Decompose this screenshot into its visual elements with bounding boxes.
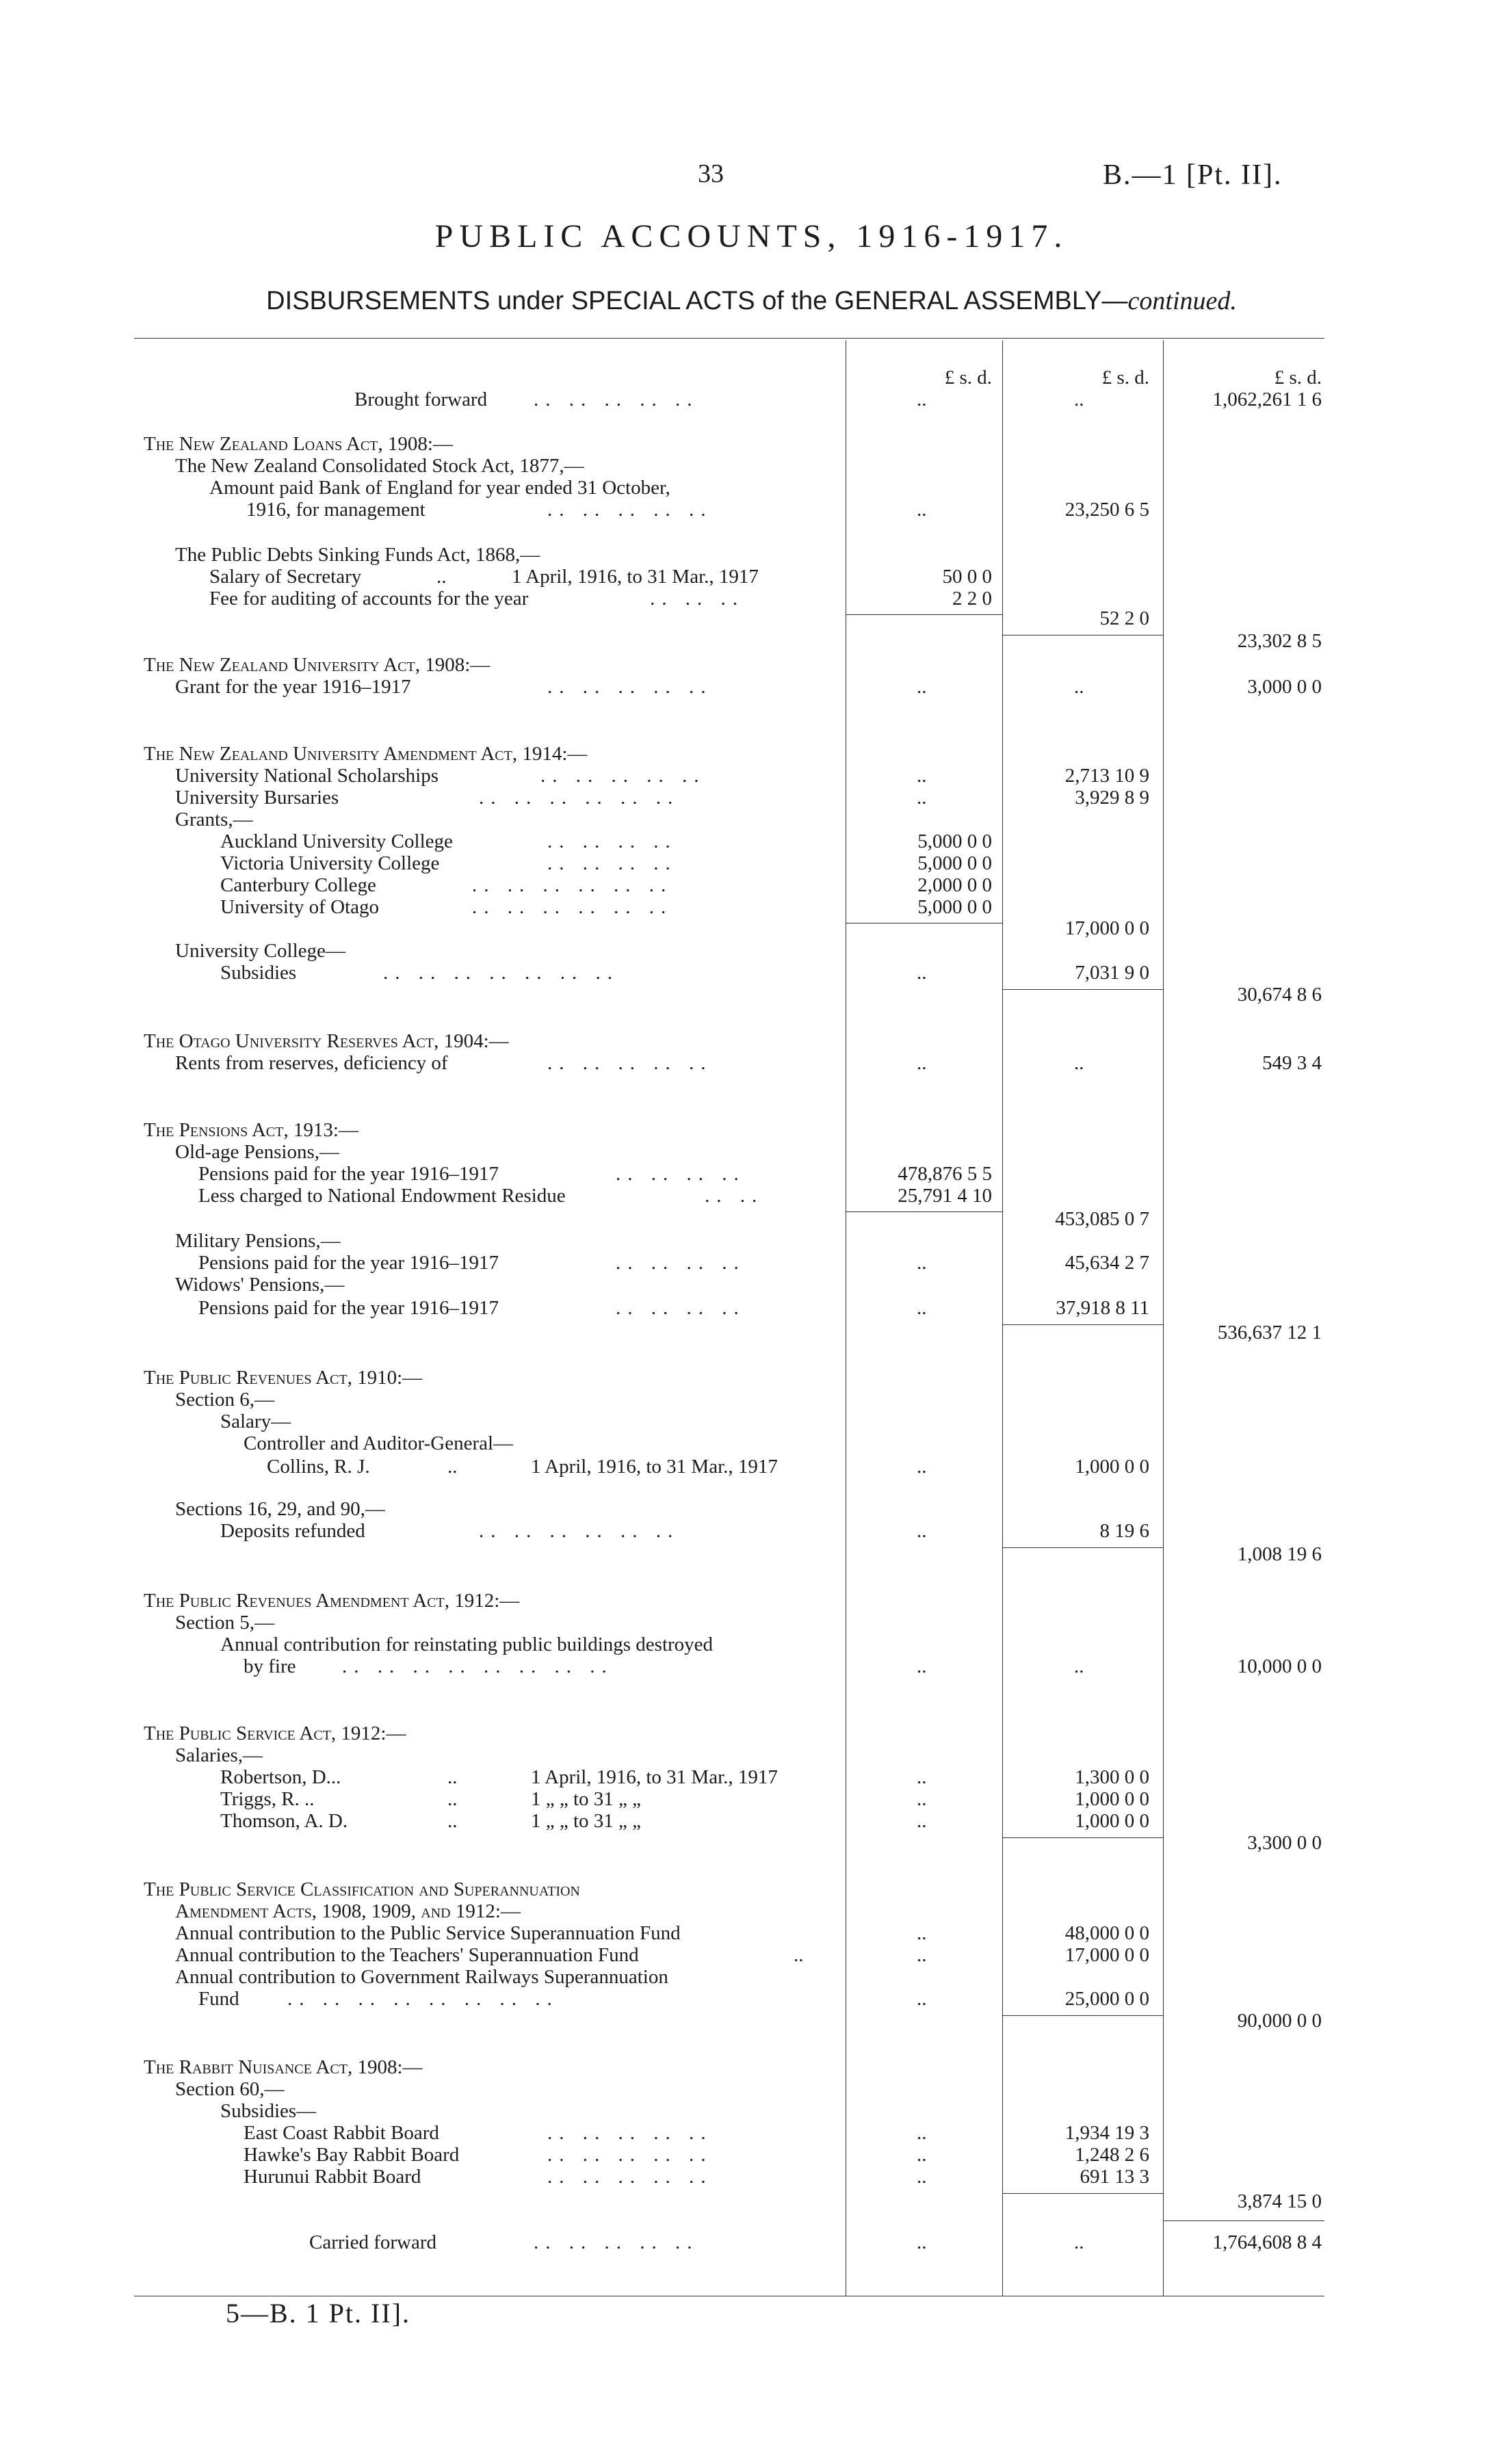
item-col2: 1,000 0 0 <box>1075 1810 1149 1832</box>
item-label: Robertson, D... <box>220 1766 341 1788</box>
item-col2: .. <box>1074 1052 1084 1074</box>
leader-dots: .. <box>447 1766 458 1788</box>
subsection-heading: The New Zealand Consolidated Stock Act, 1877,— <box>175 455 584 477</box>
item-label: Rents from reserves, deficiency of <box>175 1052 448 1074</box>
leader-dots: .. .. .. .. <box>547 852 677 874</box>
item-label: Annual contribution for reinstating public buildings destroyed <box>220 1634 714 1655</box>
item-col2: 691 13 3 <box>1080 2166 1149 2188</box>
subsection-heading: University College— <box>175 940 345 962</box>
item-col1: 2,000 0 0 <box>917 874 992 896</box>
section-heading: The Public Service Classification and Superannuation <box>144 1878 580 1900</box>
subsection-heading: Section 5,— <box>175 1612 274 1634</box>
item-col2: 1,000 0 0 <box>1075 1456 1149 1478</box>
subtotal-col2: 453,085 0 7 <box>1055 1208 1149 1230</box>
subsection-heading: Salaries,— <box>175 1744 263 1766</box>
item-col2: 1,934 19 3 <box>1064 2122 1149 2144</box>
item-col1: 25,791 4 10 <box>898 1185 992 1207</box>
item-col1: .. <box>917 1520 927 1542</box>
subtitle-main: DISBURSEMENTS under SPECIAL ACTS of the GENERAL ASSEMBLY— <box>266 287 1128 315</box>
carried-forward-total: 1,764,608 8 4 <box>1212 2231 1322 2253</box>
brought-forward-label: Brought forward <box>354 389 488 410</box>
item-label: 1916, for management <box>246 499 426 521</box>
subsection-heading: Section 6,— <box>175 1389 274 1411</box>
leader-dots: .. .. .. .. .. <box>547 2144 713 2166</box>
subsection-heading: Widows' Pensions,— <box>175 1274 345 1296</box>
item-col1: .. <box>917 499 927 521</box>
item-col1: 2 2 0 <box>952 588 992 610</box>
section-total: 3,874 15 0 <box>1237 2190 1322 2212</box>
leader-dots: .. .. .. .. .. .. <box>472 896 673 918</box>
subsection-heading: Old-age Pensions,— <box>175 1141 340 1163</box>
item-col1: .. <box>917 1788 927 1810</box>
item-col1: .. <box>917 1944 927 1966</box>
period-label: 1 „ „ to 31 „ „ <box>531 1810 642 1832</box>
subsection-heading: Military Pensions,— <box>175 1230 341 1252</box>
subtotal-rule <box>1002 1324 1163 1325</box>
period-label: 1 April, 1916, to 31 Mar., 1917 <box>512 566 759 588</box>
section-total: 30,674 8 6 <box>1237 984 1322 1006</box>
section-heading: The Pensions Act, 1913:— <box>144 1119 358 1141</box>
item-col1: 478,876 5 5 <box>898 1163 992 1185</box>
subtotal-rule <box>846 614 1002 615</box>
leader-dots: .. .. .. .. .. <box>547 2166 713 2188</box>
item-label: Canterbury College <box>220 874 376 896</box>
item-label: University Bursaries <box>175 787 339 809</box>
page-signature: 5—B. 1 Pt. II]. <box>226 2298 410 2329</box>
carried-forward-label: Carried forward <box>309 2231 436 2253</box>
subtotal-col2: 17,000 0 0 <box>1064 917 1149 939</box>
table-top-rule <box>134 338 1324 339</box>
leader-dots: .. .. .. .. .. <box>547 676 713 698</box>
item-col2: 1,248 2 6 <box>1075 2144 1149 2166</box>
item-col1: .. <box>917 765 927 787</box>
column-rule-3 <box>1163 341 1164 2296</box>
subtotal-rule <box>846 1211 1002 1212</box>
section-total: 3,300 0 0 <box>1247 1832 1322 1854</box>
item-col2: 48,000 0 0 <box>1064 1922 1149 1944</box>
item-col1: .. <box>917 2122 927 2144</box>
item-label: Subsidies <box>220 962 297 984</box>
item-label: Grant for the year 1916–1917 <box>175 676 411 698</box>
section-heading: The Public Revenues Amendment Act, 1912:— <box>144 1590 520 1612</box>
page-number: 33 <box>698 159 724 188</box>
item-label: Thomson, A. D. <box>220 1810 348 1832</box>
item-label: Annual contribution to Government Railways Superannuation <box>175 1966 668 1988</box>
brought-forward-col2: .. <box>1074 389 1084 410</box>
leader-dots: .. .. .. .. .. <box>534 2231 699 2253</box>
leader-dots: .. <box>447 1810 458 1832</box>
item-label: Hurunui Rabbit Board <box>244 2166 421 2188</box>
item-col2: 2,713 10 9 <box>1064 765 1149 787</box>
item-label: Triggs, R. .. <box>220 1788 315 1810</box>
item-col1: 5,000 0 0 <box>917 896 992 918</box>
leader-dots: .. .. .. .. .. <box>547 1052 713 1074</box>
subsection-heading: Grants,— <box>175 809 253 830</box>
item-col1: 5,000 0 0 <box>917 852 992 874</box>
item-col1: .. <box>917 1922 927 1944</box>
item-col2: 3,929 8 9 <box>1075 787 1149 809</box>
subsection-heading: Section 60,— <box>175 2078 285 2100</box>
item-label: East Coast Rabbit Board <box>244 2122 439 2144</box>
leader-dots: .. <box>794 1944 804 1966</box>
subtotal-col2: 52 2 0 <box>1099 607 1149 629</box>
item-col1: .. <box>917 962 927 984</box>
item-col2: 25,000 0 0 <box>1064 1988 1149 2010</box>
item-col1: 50 0 0 <box>942 566 992 588</box>
period-label: 1 April, 1916, to 31 Mar., 1917 <box>531 1456 778 1478</box>
section-heading: Amendment Acts, 1908, 1909, and 1912:— <box>175 1900 521 1922</box>
report-reference: B.—1 [Pt. II]. <box>1103 159 1283 191</box>
item-col2: 8 19 6 <box>1099 1520 1149 1542</box>
item-col1: 5,000 0 0 <box>917 830 992 852</box>
leader-dots: .. .. .. .. .. .. <box>472 874 673 896</box>
section-total: 1,008 19 6 <box>1237 1543 1322 1565</box>
subsection-heading: Salary— <box>220 1411 291 1432</box>
item-label: Hawke's Bay Rabbit Board <box>244 2144 460 2166</box>
column-header-2: £ s. d. <box>1101 367 1149 389</box>
carried-forward-col1: .. <box>917 2231 927 2253</box>
column-header-1: £ s. d. <box>944 367 992 389</box>
section-heading: The Rabbit Nuisance Act, 1908:— <box>144 2056 423 2078</box>
item-label: Fund <box>198 1988 239 2010</box>
item-label: Fee for auditing of accounts for the year <box>209 588 529 610</box>
item-label: Deposits refunded <box>220 1520 365 1542</box>
item-col2: 1,300 0 0 <box>1075 1766 1149 1788</box>
subtotal-rule <box>1002 1837 1163 1838</box>
subtotal-rule <box>1002 2015 1163 2016</box>
section-total: 23,302 8 5 <box>1237 630 1322 652</box>
leader-dots: .. .. .. .. .. .. .. .. <box>287 1988 559 2010</box>
subtitle-continued: continued. <box>1127 287 1237 315</box>
section-heading: The Otago University Reserves Act, 1904:— <box>144 1030 509 1052</box>
item-col1: .. <box>917 2144 927 2166</box>
page-title: PUBLIC ACCOUNTS, 1916-1917. <box>434 218 1069 254</box>
item-label: Salary of Secretary <box>209 566 362 588</box>
section-total: 10,000 0 0 <box>1237 1655 1322 1677</box>
leader-dots: .. .. .. .. .. <box>547 2122 713 2144</box>
brought-forward-col1: .. <box>917 389 927 410</box>
section-heading: The Public Revenues Act, 1910:— <box>144 1367 423 1389</box>
leader-dots: .. .. .. .. <box>616 1163 746 1185</box>
item-label: Victoria University College <box>220 852 440 874</box>
item-col1: .. <box>917 1252 927 1274</box>
item-col2: .. <box>1074 1655 1084 1677</box>
column-header-3: £ s. d. <box>1274 367 1322 389</box>
period-label: 1 „ „ to 31 „ „ <box>531 1788 642 1810</box>
leader-dots: .. .. .. .. <box>616 1252 746 1274</box>
item-col2: 17,000 0 0 <box>1064 1944 1149 1966</box>
section-total: 3,000 0 0 <box>1247 676 1322 698</box>
leader-dots: .. .. .. .. .. .. <box>479 1520 680 1542</box>
carried-forward-col2: .. <box>1074 2231 1084 2253</box>
item-col2: 7,031 9 0 <box>1075 962 1149 984</box>
item-col1: .. <box>917 1810 927 1832</box>
leader-dots: .. .. .. .. <box>616 1297 746 1319</box>
item-label: Pensions paid for the year 1916–1917 <box>198 1297 499 1319</box>
subsection-heading: Sections 16, 29, and 90,— <box>175 1498 385 1520</box>
item-col2: 45,634 2 7 <box>1064 1252 1149 1274</box>
item-label: Annual contribution to the Teachers' Superannuation Fund <box>175 1944 639 1966</box>
item-col1: .. <box>917 1766 927 1788</box>
leader-dots: .. .. .. .. .. .. .. <box>383 962 619 984</box>
leader-dots: .. <box>436 566 447 588</box>
subsection-heading: Controller and Auditor-General— <box>244 1432 514 1454</box>
leader-dots: .. .. .. .. .. <box>534 389 699 410</box>
item-col1: .. <box>917 1988 927 2010</box>
section-total: 549 3 4 <box>1262 1052 1322 1074</box>
leader-dots: .. .. .. .. .. <box>540 765 706 787</box>
subsection-heading: Subsidies— <box>220 2100 317 2122</box>
item-col2: 37,918 8 11 <box>1056 1297 1149 1319</box>
leader-dots: .. .. .. .. <box>547 830 677 852</box>
item-col1: .. <box>917 1297 927 1319</box>
item-col2: 23,250 6 5 <box>1064 499 1149 521</box>
item-label: University of Otago <box>220 896 379 918</box>
subtotal-rule <box>1002 989 1163 990</box>
section-heading: The New Zealand University Act, 1908:— <box>144 654 491 676</box>
item-col1: .. <box>917 676 927 698</box>
period-label: 1 April, 1916, to 31 Mar., 1917 <box>531 1766 778 1788</box>
page-subtitle <box>0 286 1503 316</box>
section-heading: The Public Service Act, 1912:— <box>144 1722 406 1744</box>
section-heading: The New Zealand Loans Act, 1908:— <box>144 433 453 455</box>
item-label: Pensions paid for the year 1916–1917 <box>198 1163 499 1185</box>
item-col2: 1,000 0 0 <box>1075 1788 1149 1810</box>
item-label: Annual contribution to the Public Service Superannuation Fund <box>175 1922 681 1944</box>
subtotal-rule <box>1002 1547 1163 1548</box>
leader-dots: .. <box>447 1456 458 1478</box>
leader-dots: .. <box>447 1788 458 1810</box>
brought-forward-total: 1,062,261 1 6 <box>1212 389 1322 410</box>
item-col1: .. <box>917 2166 927 2188</box>
section-total: 536,637 12 1 <box>1217 1322 1322 1344</box>
leader-dots: .. .. <box>705 1185 764 1207</box>
total-rule <box>1163 2220 1324 2221</box>
item-label: Less charged to National Endowment Residue <box>198 1185 566 1207</box>
item-label: Pensions paid for the year 1916–1917 <box>198 1252 499 1274</box>
item-col1: .. <box>917 1655 927 1677</box>
item-col1: .. <box>917 1052 927 1074</box>
item-label: Collins, R. J. <box>267 1456 370 1478</box>
leader-dots: .. .. .. .. .. <box>547 499 713 521</box>
subtotal-rule <box>1002 2193 1163 2194</box>
leader-dots: .. .. .. .. .. .. <box>479 787 680 809</box>
section-total: 90,000 0 0 <box>1237 2010 1322 2032</box>
leader-dots: .. .. .. .. .. .. .. .. <box>342 1655 614 1677</box>
item-col2: .. <box>1074 676 1084 698</box>
item-col1: .. <box>917 1456 927 1478</box>
section-heading: The New Zealand University Amendment Act, 1914:— <box>144 743 588 765</box>
leader-dots: .. .. .. <box>650 588 744 610</box>
item-label: Auckland University College <box>220 830 453 852</box>
subsection-heading: The Public Debts Sinking Funds Act, 1868,— <box>175 544 540 566</box>
item-col1: .. <box>917 787 927 809</box>
item-label: University National Scholarships <box>175 765 439 787</box>
item-label: by fire <box>244 1655 296 1677</box>
item-label: Amount paid Bank of England for year ended 31 October, <box>209 477 670 499</box>
